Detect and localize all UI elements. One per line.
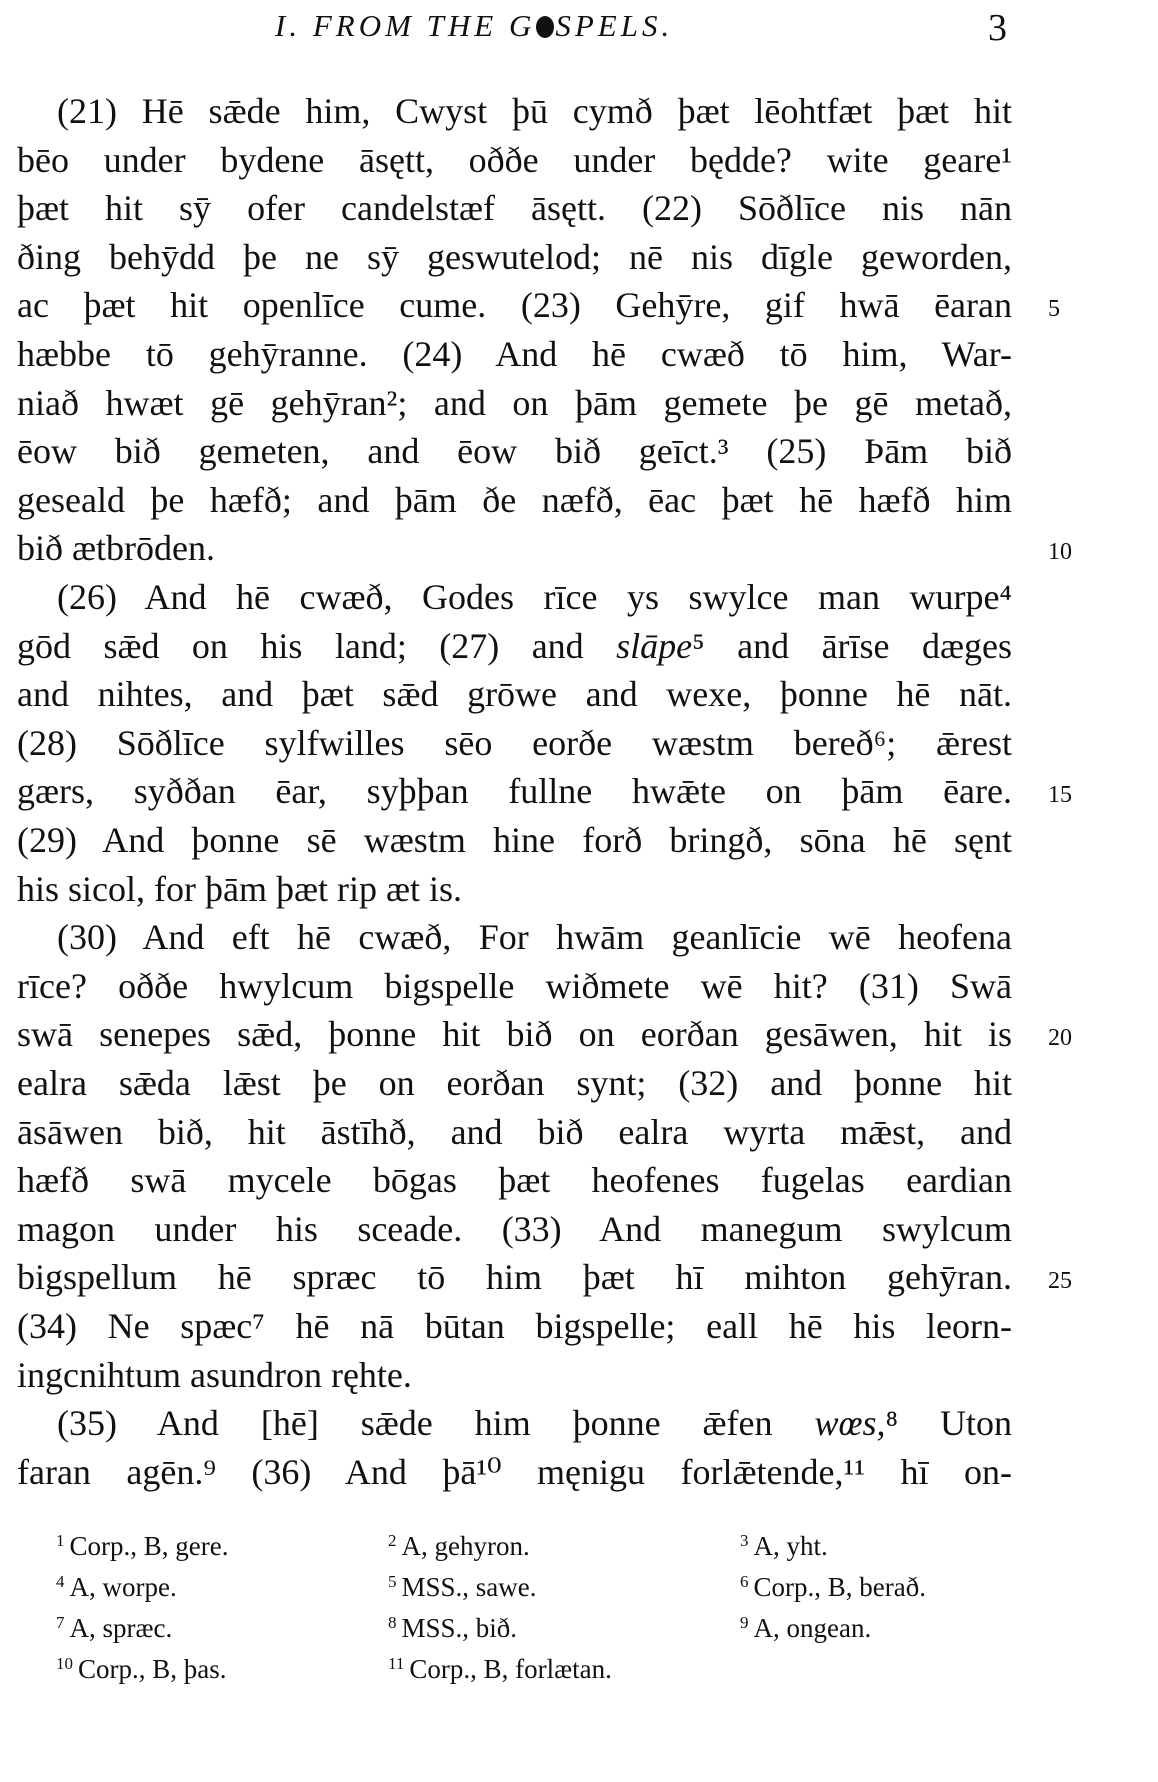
text-line	[17, 622, 1012, 670]
footnote-mark: 9	[740, 1613, 749, 1632]
text-line	[17, 184, 1012, 232]
footnote-text: Corp., B, þas.	[78, 1654, 227, 1684]
text-segment: (35) And [hē] sǣde him þonne ǣfen	[57, 1403, 815, 1444]
text-line	[17, 427, 1012, 475]
margin-line-number: 10	[1048, 539, 1072, 566]
text-line	[17, 767, 1012, 815]
text-segment: his sicol, for þām þæt rip æt is.	[17, 868, 462, 909]
text-line	[17, 816, 1012, 864]
text-segment: ingcnihtum asundron ręhte.	[17, 1354, 412, 1395]
italic-text: wœs,	[814, 1403, 886, 1444]
text-segment: ac þæt hit openlīce cume. (23) Gehȳre, gif hwā ēaran	[17, 285, 1012, 326]
text-segment: geseald þe hæfð; and þām ðe næfð, ēac þæt hē hæfð him	[17, 479, 1012, 520]
text-segment: (34) Ne spæc⁷ hē nā būtan bigspelle; eall hē his leorn-	[17, 1306, 1012, 1346]
text-line	[17, 281, 1012, 329]
footnote-mark: 2	[388, 1531, 397, 1550]
footnote-mark: 7	[56, 1613, 65, 1632]
text-segment: gōd sǣd on his land; (27) and	[17, 625, 617, 666]
text-line	[17, 233, 1012, 281]
text-line	[17, 1156, 1012, 1204]
text-segment: rīce? oððe hwylcum bigspelle wiðmete wē hit? (31) Swā	[17, 965, 1012, 1006]
text-line	[17, 1253, 1012, 1301]
text-line	[17, 476, 1012, 524]
text-segment: (26) And hē cwæð, Godes rīce ys swylce man wurpe⁴	[57, 577, 1012, 617]
text-segment: bigspellum hē spræc tō him þæt hī mihton gehȳran.	[17, 1257, 1012, 1298]
footnote	[56, 1647, 227, 1686]
footnote-text: A, ongean.	[753, 1613, 872, 1643]
footnote-mark: 3	[740, 1531, 749, 1550]
text-line	[17, 1010, 1012, 1058]
text-segment: bēo under bydene āsętt, oððe under będdе? wite geare¹	[17, 139, 1012, 180]
text-segment: ðing behȳdd þe ne sȳ geswutelod; nē nis dīgle geworden,	[17, 236, 1012, 277]
text-line	[57, 1399, 1012, 1447]
page-header	[0, 6, 1158, 54]
text-segment: hæfð swā mycele bōgas þæt heofenes fugelas eardian	[17, 1160, 1012, 1201]
text-segment: hæbbe tō gehȳranne. (24) And hē cwæð tō him, War-	[17, 334, 1012, 374]
footnote-mark: 1	[56, 1531, 65, 1550]
text-segment: ⁵ and ārīse dæges	[692, 625, 1012, 666]
text-line	[17, 136, 1012, 184]
footnote	[388, 1565, 537, 1604]
text-line	[57, 913, 1012, 961]
text-segment: (28) Sōðlīce sylfwilles sēo eorðe wæstm bereð⁶; ǣrest	[17, 722, 1012, 763]
text-segment: magon under his sceade. (33) And manegum swylcum	[17, 1208, 1012, 1249]
footnote-mark: 10	[56, 1654, 73, 1673]
footnote-mark: 6	[740, 1572, 749, 1591]
footnote-mark: 11	[388, 1654, 405, 1673]
text-line	[17, 1059, 1012, 1107]
text-segment: ⁸ Uton	[885, 1403, 1012, 1444]
footnote-mark: 8	[388, 1613, 397, 1632]
text-segment: (29) And þonne sē wæstm hine forð bringð, sōna hē sęnt	[17, 820, 1012, 860]
text-line	[17, 865, 1012, 913]
footnote-mark: 4	[56, 1572, 65, 1591]
running-title	[275, 8, 673, 44]
text-segment: and nihtes, and þæt sǣd grōwe and wexe, þonne hē nāt.	[17, 674, 1012, 715]
text-segment: (30) And eft hē cwæð, For hwām geanlīcie wē heofena	[57, 917, 1012, 958]
margin-line-number: 15	[1048, 782, 1072, 809]
text-line	[17, 962, 1012, 1010]
footnote-text: Corp., B, berað.	[753, 1572, 926, 1602]
margin-line-number: 25	[1048, 1268, 1072, 1295]
text-segment: bið ætbrōden.	[17, 528, 215, 569]
page-number: 3	[988, 7, 1007, 49]
text-segment: gærs, syððan ēar, syþþan fullne hwǣte on þām ēare.	[17, 771, 1012, 812]
running-title-text: SPELS.	[555, 8, 674, 43]
margin-line-number: 5	[1048, 296, 1060, 323]
text-line	[17, 1448, 1012, 1496]
text-line	[17, 1351, 1012, 1399]
text-line	[57, 573, 1012, 621]
footnote	[56, 1524, 228, 1563]
footnote-text: Corp., B, forlætan.	[409, 1654, 612, 1684]
text-line	[17, 719, 1012, 767]
text-segment: þæt hit sȳ ofer candelstæf āsętt. (22) Sōðlīce nis nān	[17, 188, 1012, 229]
footnote	[388, 1606, 517, 1645]
footnote-mark: 5	[388, 1572, 397, 1591]
text-segment: swā senepes sǣd, þonne hit bið on eorðan gesāwen, hit is	[17, 1014, 1012, 1055]
footnote-text: MSS., sawe.	[401, 1572, 537, 1602]
footnote-text: A, yht.	[753, 1531, 828, 1561]
text-segment: (21) Hē sǣde him, Cwyst þū cymð þæt lēohtfæt þæt hit	[57, 91, 1012, 131]
text-line	[57, 87, 1012, 135]
text-line	[17, 1205, 1012, 1253]
italic-text: slāpe	[616, 625, 693, 666]
text-line	[17, 330, 1012, 378]
text-segment: āsāwen bið, hit āstīhð, and bið ealra wyrta mǣst, and	[17, 1111, 1012, 1152]
footnote	[56, 1606, 172, 1645]
footnote	[740, 1606, 871, 1645]
text-segment: ēow bið gemeten, and ēow bið geīct.³ (25) Þām bið	[17, 431, 1012, 472]
text-segment: ealra sǣda lǣst þe on eorðan synt; (32) and þonne hit	[17, 1063, 1012, 1103]
text-segment: niað hwæt gē gehȳran²; and on þām gemete þe gē metað,	[17, 382, 1012, 423]
footnote	[388, 1524, 530, 1563]
footnote-text: MSS., bið.	[401, 1613, 518, 1643]
text-segment: faran agēn.⁹ (36) And þā¹⁰ męnigu forlǣtende,¹¹ hī on-	[17, 1451, 1012, 1492]
text-line	[17, 524, 1012, 572]
footnote-text: Corp., B, gere.	[69, 1531, 229, 1561]
text-line	[17, 1108, 1012, 1156]
ink-blot	[536, 16, 554, 38]
footnote-text: A, spræc.	[69, 1613, 173, 1643]
running-title-text: I. FROM THE G	[275, 8, 536, 43]
text-line	[17, 670, 1012, 718]
footnote	[740, 1565, 926, 1604]
footnote-text: A, gehyron.	[401, 1531, 530, 1561]
footnote	[388, 1647, 612, 1686]
text-line	[17, 379, 1012, 427]
text-line	[17, 1302, 1012, 1350]
footnote	[56, 1565, 177, 1604]
footnote	[740, 1524, 828, 1563]
margin-line-number: 20	[1048, 1025, 1072, 1052]
footnote-text: A, worpe.	[69, 1572, 177, 1602]
